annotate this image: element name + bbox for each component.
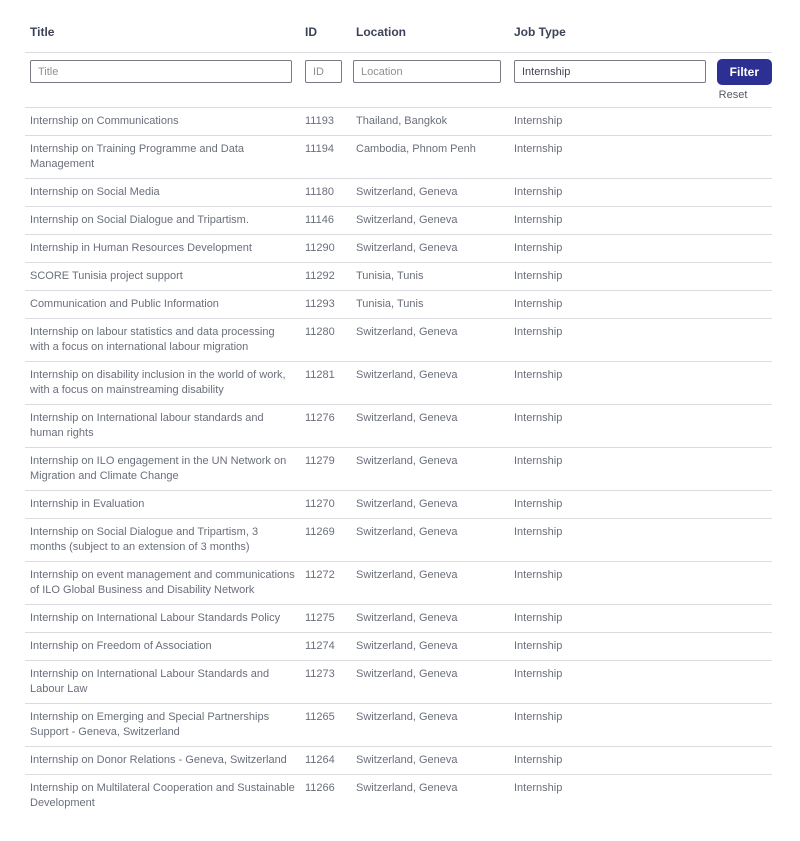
job-id: 11270 (305, 498, 335, 510)
title-filter-input[interactable] (30, 60, 292, 83)
job-id: 11292 (305, 270, 335, 282)
job-table (25, 12, 772, 817)
job-id: 11293 (305, 298, 335, 310)
job-location: Switzerland, Geneva (356, 498, 458, 510)
job-type: Internship (514, 754, 563, 766)
job-location: Tunisia, Tunis (356, 270, 424, 282)
job-title: SCORE Tunisia project support (30, 270, 183, 282)
job-location: Tunisia, Tunis (356, 298, 424, 310)
job-type: Internship (514, 115, 563, 127)
job-id: 11280 (305, 326, 335, 338)
job-type: Internship (514, 455, 563, 467)
job-id: 11180 (305, 186, 334, 198)
job-location: Switzerland, Geneva (356, 412, 458, 424)
job-location: Switzerland, Geneva (356, 569, 458, 581)
job-id: 11194 (305, 143, 334, 155)
job-id: 11273 (305, 668, 335, 680)
table-row[interactable] (25, 405, 772, 448)
column-header-location: Location (356, 25, 406, 39)
reset-link[interactable]: Reset (718, 89, 748, 101)
table-row[interactable] (25, 747, 772, 775)
column-header-title: Title (30, 25, 55, 39)
job-type: Internship (514, 711, 563, 723)
job-location: Cambodia, Phnom Penh (356, 143, 476, 155)
table-header-row (25, 12, 772, 53)
job-title: Internship on event management and communications of ILO Global Business and Disability Network (30, 569, 295, 596)
job-title: Internship on Freedom of Association (30, 640, 212, 652)
job-title: Communication and Public Information (30, 298, 219, 310)
table-row[interactable] (25, 519, 772, 562)
table-row[interactable] (25, 605, 772, 633)
job-title: Internship on International labour standards and human rights (30, 412, 264, 439)
location-filter-input[interactable] (353, 60, 501, 83)
filter-row (25, 53, 772, 108)
job-location: Switzerland, Geneva (356, 326, 458, 338)
job-title: Internship on Emerging and Special Partnerships Support - Geneva, Switzerland (30, 711, 270, 738)
job-title: Internship on Multilateral Cooperation and Sustainable Development (30, 782, 295, 809)
job-id: 11274 (305, 640, 335, 652)
table-row[interactable] (25, 319, 772, 362)
column-header-job-type: Job Type (514, 25, 566, 39)
table-row[interactable] (25, 448, 772, 491)
job-title: Internship on Social Dialogue and Tripartism, 3 months (subject to an extension of 3 months) (30, 526, 259, 553)
table-row[interactable] (25, 179, 772, 207)
job-type: Internship (514, 668, 563, 680)
job-title: Internship on Communications (30, 115, 179, 127)
id-filter-cell (300, 60, 353, 83)
job-location: Switzerland, Geneva (356, 186, 458, 198)
table-row[interactable] (25, 775, 772, 817)
table-row[interactable] (25, 704, 772, 747)
filter-button[interactable]: Filter (717, 59, 772, 85)
job-id: 11193 (305, 115, 334, 127)
job-type: Internship (514, 569, 563, 581)
job-id: 11266 (305, 782, 335, 794)
job-id: 11279 (305, 455, 335, 467)
title-filter-cell (25, 60, 300, 83)
job-location: Switzerland, Geneva (356, 214, 458, 226)
job-title: Internship in Human Resources Development (30, 242, 252, 254)
job-location: Switzerland, Geneva (356, 640, 458, 652)
job-type: Internship (514, 612, 563, 624)
table-row[interactable] (25, 562, 772, 605)
job-id: 11275 (305, 612, 335, 624)
location-filter-cell (353, 60, 514, 83)
job-type: Internship (514, 143, 563, 155)
job-type: Internship (514, 498, 563, 510)
job-type: Internship (514, 782, 563, 794)
filter-actions (717, 60, 772, 101)
job-location: Switzerland, Geneva (356, 782, 458, 794)
id-filter-input[interactable] (305, 60, 342, 83)
job-type: Internship (514, 270, 563, 282)
job-type: Internship (514, 640, 563, 652)
job-location: Switzerland, Geneva (356, 369, 458, 381)
job-title: Internship on Training Programme and Data Management (30, 143, 245, 170)
job-location: Thailand, Bangkok (356, 115, 448, 127)
job-type: Internship (514, 526, 563, 538)
table-row[interactable] (25, 235, 772, 263)
job-id: 11146 (305, 214, 334, 226)
job-location: Switzerland, Geneva (356, 754, 458, 766)
job-type-filter-cell (514, 60, 772, 101)
job-title: Internship on disability inclusion in the world of work, with a focus on mainstreaming disability (30, 369, 286, 396)
job-title: Internship on labour statistics and data processing with a focus on international labour migration (30, 326, 275, 353)
column-header-id: ID (305, 25, 317, 39)
job-location: Switzerland, Geneva (356, 711, 458, 723)
job-location: Switzerland, Geneva (356, 242, 458, 254)
job-id: 11276 (305, 412, 335, 424)
job-title: Internship on ILO engagement in the UN Network on Migration and Climate Change (30, 455, 287, 482)
table-row[interactable] (25, 207, 772, 235)
job-type: Internship (514, 214, 563, 226)
job-type: Internship (514, 369, 563, 381)
job-id: 11264 (305, 754, 335, 766)
job-type: Internship (514, 326, 563, 338)
table-row[interactable] (25, 633, 772, 661)
table-row[interactable] (25, 362, 772, 405)
job-id: 11281 (305, 369, 335, 381)
job-type: Internship (514, 412, 563, 424)
job-title: Internship on Social Dialogue and Tripartism. (30, 214, 249, 226)
job-location: Switzerland, Geneva (356, 526, 458, 538)
table-body (25, 108, 772, 817)
job-title: Internship in Evaluation (30, 498, 145, 510)
table-row[interactable] (25, 661, 772, 704)
table-row[interactable] (25, 136, 772, 179)
job-id: 11290 (305, 242, 335, 254)
job-location: Switzerland, Geneva (356, 455, 458, 467)
job-type: Internship (514, 242, 563, 254)
table-row[interactable] (25, 291, 772, 319)
table-row[interactable] (25, 491, 772, 519)
job-id: 11265 (305, 711, 335, 723)
job-title: Internship on International Labour Standards Policy (30, 612, 281, 624)
job-type: Internship (514, 298, 563, 310)
job-title: Internship on Social Media (30, 186, 160, 198)
table-row[interactable] (25, 108, 772, 136)
job-id: 11269 (305, 526, 335, 538)
job-id: 11272 (305, 569, 335, 581)
job-location: Switzerland, Geneva (356, 612, 458, 624)
job-title: Internship on International Labour Standards and Labour Law (30, 668, 270, 695)
job-type-filter-input[interactable] (514, 60, 706, 83)
job-type: Internship (514, 186, 563, 198)
job-location: Switzerland, Geneva (356, 668, 458, 680)
job-title: Internship on Donor Relations - Geneva, Switzerland (30, 754, 287, 766)
table-row[interactable] (25, 263, 772, 291)
